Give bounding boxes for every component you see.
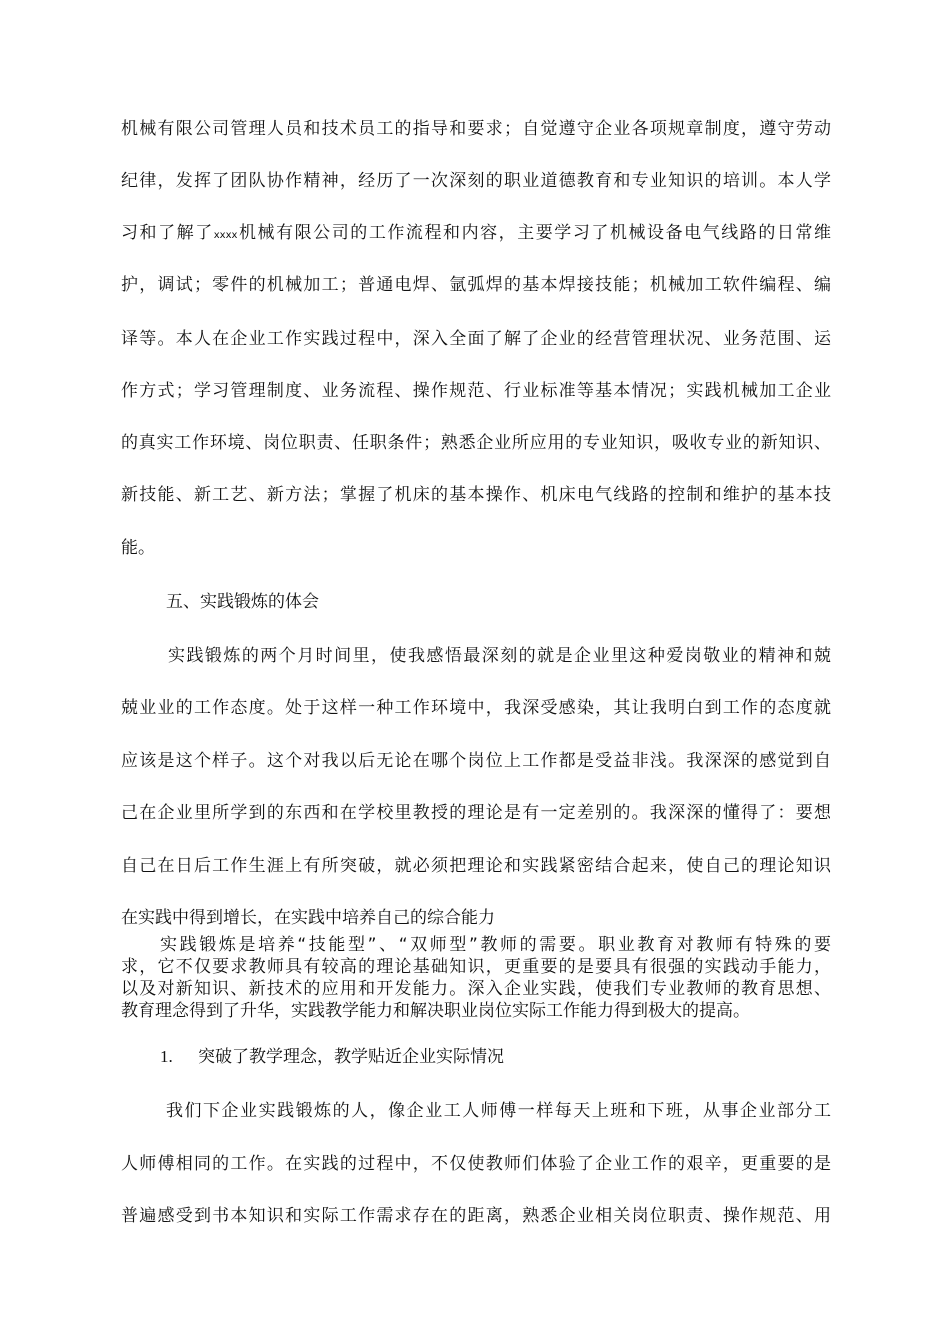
paragraph-2-line-6: 在实践中得到增长，在实践中培养自己的综合能力 [121, 908, 495, 928]
paragraph-1-line-2: 纪律，发挥了团队协作精神，经历了一次深刻的职业道德教育和专业知识的培训。本人学 [121, 171, 831, 191]
paragraph-2-line-4: 己在企业里所学到的东西和在学校里教授的理论是有一定差别的。我深深的懂得了：要想 [121, 803, 831, 823]
paragraph-1-line-3 [121, 221, 831, 248]
masked-company-name: xxxx [213, 230, 238, 241]
section-5-heading: 五、实践锻炼的体会 [166, 592, 319, 612]
paragraph-1-line-8: 新技能、新工艺、新方法；掌握了机床的基本操作、机床电气线路的控制和维护的基本技 [121, 485, 831, 505]
paragraph-1-line-3-post: 机械有限公司的工作流程和内容，主要学习了机械设备电气线路的日常维 [237, 223, 832, 243]
paragraph-1-line-4: 护，调试；零件的机械加工；普通电焊、氩弧焊的基本焊接技能；机械加工软件编程、编 [121, 275, 831, 295]
paragraph-2-line-1: 实践锻炼的两个月时间里，使我感悟最深刻的就是企业里这种爱岗敬业的精神和兢 [168, 646, 831, 666]
subheading-1 [160, 1045, 660, 1069]
paragraph-1-line-6: 作方式；学习管理制度、业务流程、操作规范、行业标准等基本情况；实践机械加工企业 [121, 381, 831, 401]
paragraph-1-line-5: 译等。本人在企业工作实践过程中，深入全面了解了企业的经营管理状况、业务范围、运 [121, 329, 831, 349]
paragraph-3-line-2: 求，它不仅要求教师具有较高的理论基础知识，更重要的是要具有很强的实践动手能力， [121, 957, 831, 977]
paragraph-3-line-3: 以及对新知识、新技术的应用和开发能力。深入企业实践，使我们专业教师的教育思想、 [121, 979, 831, 999]
paragraph-4-line-3: 普遍感受到书本知识和实际工作需求存在的距离，熟悉企业相关岗位职责、操作规范、用 [121, 1206, 831, 1226]
paragraph-2-line-3: 应该是这个样子。这个对我以后无论在哪个岗位上工作都是受益非浅。我深深的感觉到自 [121, 751, 831, 771]
paragraph-1-line-3-pre: 习和了解了 [121, 223, 214, 243]
paragraph-1-line-9: 能。 [121, 538, 155, 558]
paragraph-4-line-1: 我们下企业实践锻炼的人，像企业工人师傅一样每天上班和下班，从事企业部分工 [166, 1101, 831, 1121]
subheading-1-text: 突破了教学理念，教学贴近企业实际情况 [198, 1047, 504, 1067]
paragraph-3-line-1: 实践锻炼是培养“技能型”、“双师型”教师的需要。职业教育对教师有特殊的要 [160, 935, 831, 955]
subheading-1-number: 1. [160, 1047, 173, 1066]
paragraph-3-line-4: 教育理念得到了升华，实践教学能力和解决职业岗位实际工作能力得到极大的提高。 [121, 1001, 750, 1021]
paragraph-1-line-1: 机械有限公司管理人员和技术员工的指导和要求；自觉遵守企业各项规章制度，遵守劳动 [121, 119, 831, 139]
paragraph-4-line-2: 人师傅相同的工作。在实践的过程中，不仅使教师们体验了企业工作的艰辛，更重要的是 [121, 1154, 831, 1174]
paragraph-2-line-2: 兢业业的工作态度。处于这样一种工作环境中，我深受感染，其让我明白到工作的态度就 [121, 698, 831, 718]
paragraph-2-line-5: 自己在日后工作生涯上有所突破，就必须把理论和实践紧密结合起来，使自己的理论知识 [121, 856, 831, 876]
paragraph-1-line-7: 的真实工作环境、岗位职责、任职条件；熟悉企业所应用的专业知识，吸收专业的新知识、 [121, 433, 831, 453]
